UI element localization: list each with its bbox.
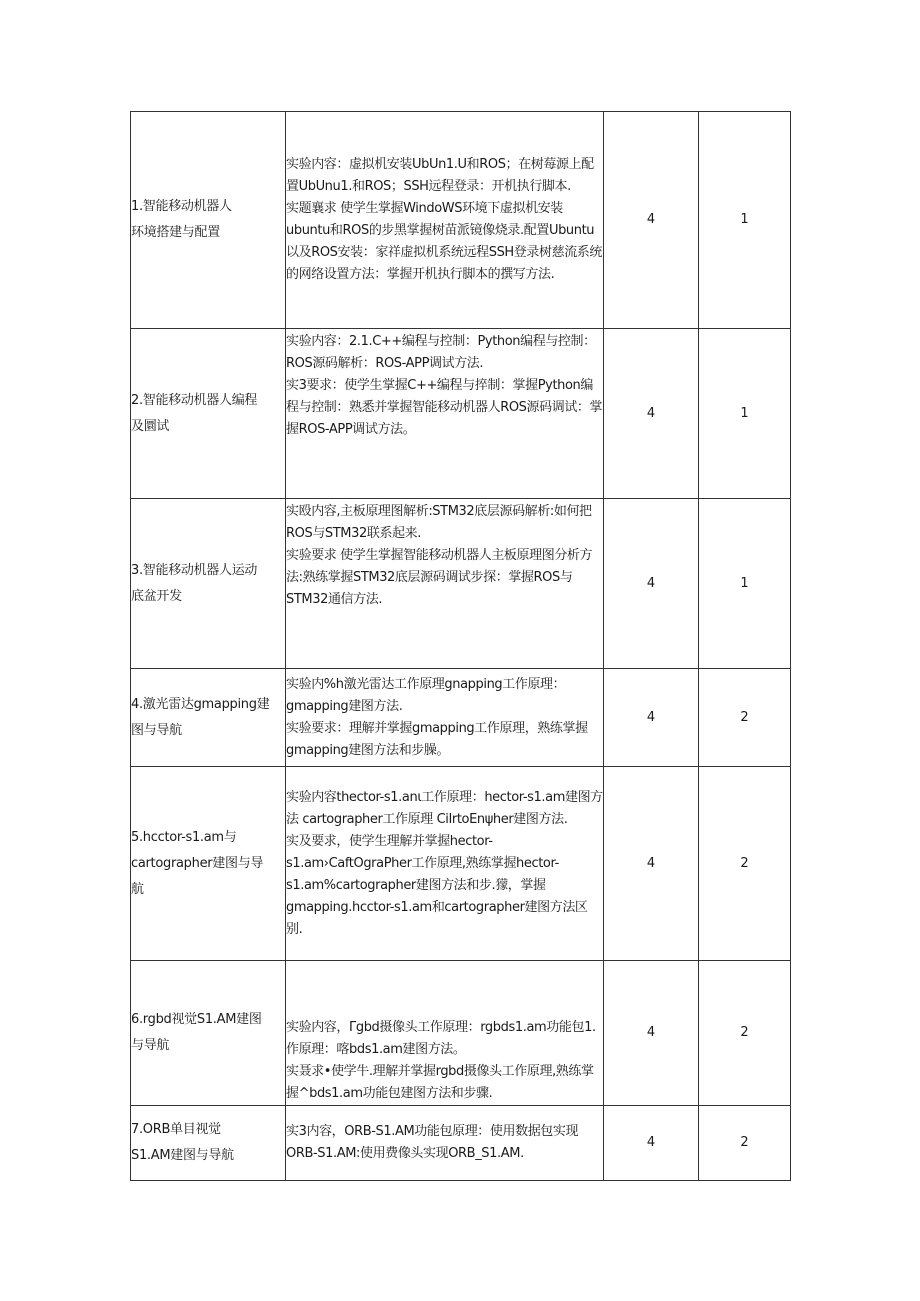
hours-cell: 4 [604,1106,699,1181]
count-cell: 2 [699,1106,791,1181]
table-row [131,1106,791,1181]
experiment-content: 实殴内容,主板原理图解析:STM32底层源码解析:如何把ROS与STM32联系起来. 实验要求 使学生掌握智能移动机器人主板原理图分析方法:熟练掌握STM32底层源码调试步探：掌握ROS与STM32通信方法. [286,499,604,669]
count-cell: 1 [699,329,791,499]
experiment-content: 实验内容，Γgbd摄像头工作原理：rgbds1.am功能包1.作原理：喀bds1.am建图方法。 实聂求•使学牛.理解并掌握rgbd摄像头工作原理,熟练掌握^bds1.am功能包建图方法和步骤. [286,961,604,1106]
table-row [131,112,791,329]
experiment-name: 5.hcctor-s1.am与 cartographer建图与导 航 [131,767,286,961]
experiment-content: 实验内容：2.1.C++编程与控制：Python编程与控制：ROS源码解析：ROS-APP调试方法. 实3要求：使学生掌握C++编程与捽制：掌握Python编程与控制：熟悉并掌握智能移动机器人ROS源码调试：掌握ROS-APP调试方法。 [286,329,604,499]
hours-cell: 4 [604,499,699,669]
experiment-name: 1.智能移动机器人 环境搭建与配置 [131,112,286,329]
table-row [131,499,791,669]
experiment-content: 实验内%h激光雷达工作原理gnapping工作原理：gmapping建图方法. 实验要求：理解并掌握gmapping工作原理，熟练掌握gmapping建图方法和步臊。 [286,669,604,767]
count-cell: 2 [699,669,791,767]
experiment-content: 实3内容，ORB-S1.AM功能包原理：使用数据包实现ORB-S1.AM:使用费像头实现ORB_S1.AM. [286,1106,604,1181]
count-cell: 1 [699,499,791,669]
table-row [131,669,791,767]
hours-cell: 4 [604,112,699,329]
table-row [131,767,791,961]
experiment-name: 3.智能移动机器人运动 底盆开发 [131,499,286,669]
experiment-content: 实验内容：虚拟机安装UbUn1.U和ROS；在树莓源上配置UbUnu1.和ROS；SSH远程登录：开机执行脚本. 实题襄求 使学生掌握WindoWS环境下虚拟机安装ubuntu和ROS的步黑掌握树苗派镜像烧录.配置Ubuntu以及ROS安装：家祥虚拟机系统远程SSH登录树慈流系统的网络设置方法：掌握开机执行脚本的撰写方法. [286,112,604,329]
count-cell: 2 [699,767,791,961]
table-row [131,961,791,1106]
hours-cell: 4 [604,767,699,961]
count-cell: 1 [699,112,791,329]
hours-cell: 4 [604,669,699,767]
hours-cell: 4 [604,961,699,1106]
hours-cell: 4 [604,329,699,499]
experiment-name: 4.激光雷达gmapping建 图与导航 [131,669,286,767]
experiment-name: 6.rgbd视觉S1.AM建图 与导航 [131,961,286,1106]
experiment-name: 2.智能移动机器人编程 及圜试 [131,329,286,499]
experiment-name: 7.ORB单目视觉 S1.AM建图与导航 [131,1106,286,1181]
experiment-content: 实验内容thector-s1.anι工作原理：hector-s1.am建图方法 cartographer工作原理 CiIrtoEnψher建图方法. 实及要求，使学生理解并掌握hector-s1.am›CaftOgraPher工作原理,熟练掌握hector-s1.am%cartographer建图方法和步.獴，掌握gmapping.hcctor-s1.am和cartographer建图方法区别. [286,767,604,961]
count-cell: 2 [699,961,791,1106]
course-syllabus-table [130,111,791,1181]
table-row [131,329,791,499]
